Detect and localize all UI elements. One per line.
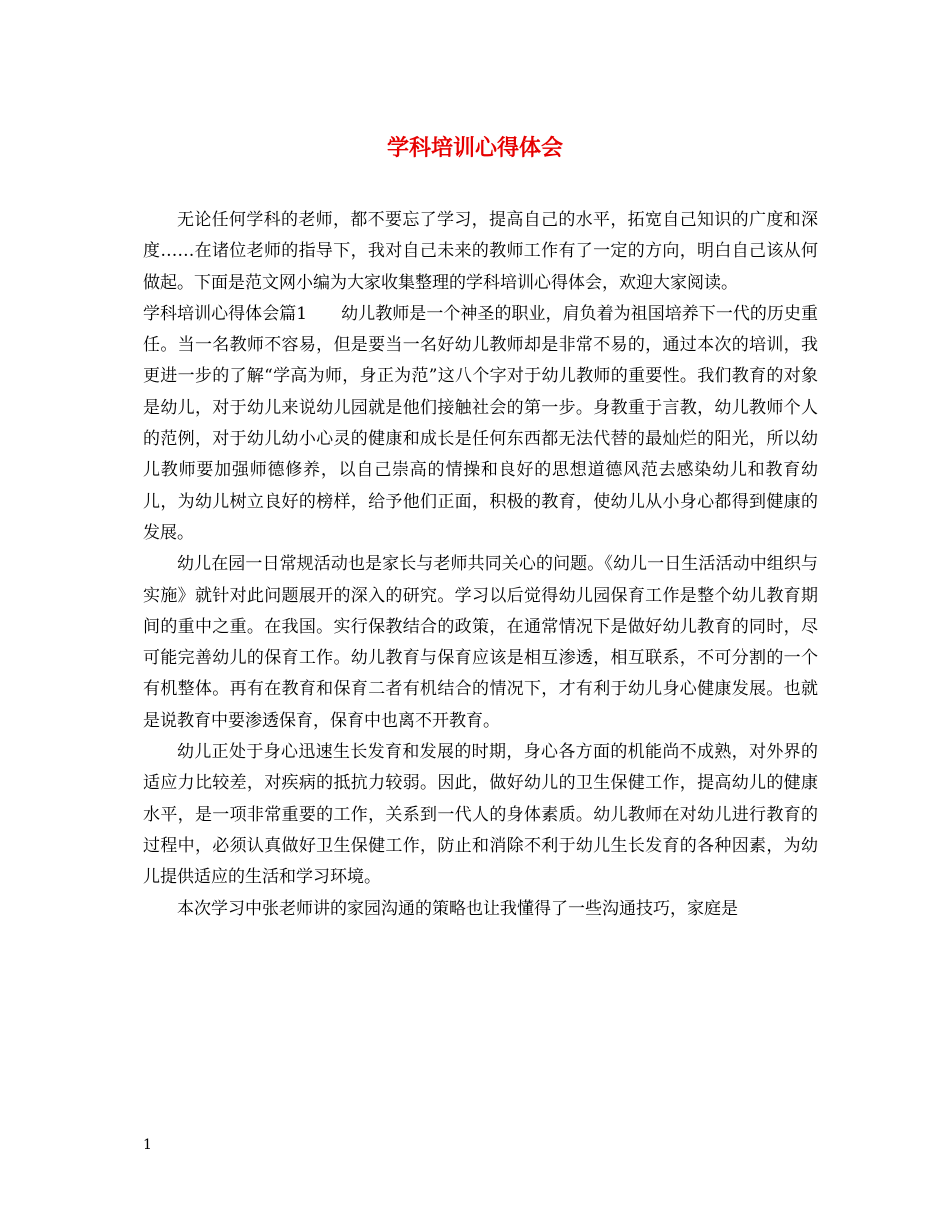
health-care-paragraph: 幼儿正处于身心迅速生长发育和发展的时期，身心各方面的机能尚不成熟，对外界的适应力比较差，对疾病的抵抗力较弱。因此，做好幼儿的卫生保健工作，提高幼儿的健康水平，是一项非常重要的工作，关系到一代人的身体素质。幼儿教师在对幼儿进行教育的过程中，必须认真做好卫生保健工作，防止和消除不利于幼儿生长发育的各种因素，为幼儿提供适应的生活和学习环境。 <box>143 742 818 888</box>
home-communication-paragraph: 本次学习中张老师讲的家园沟通的策略也让我懂得了一些沟通技巧，家庭是 <box>177 898 738 919</box>
section-1-paragraph: 学科培训心得体会篇1 幼儿教师是一个神圣的职业，肩负着为祖国培养下一代的历史重任。当一名教师不容易，但是要当一名好幼儿教师却是非常不易的，通过本次的培训，我更进一步的了解“学高为师，身正为范”这八个字对于幼儿教师的重要性。我们教育的对象是幼儿，对于幼儿来说幼儿园就是他们接触社会的第一步。身教重于言教，幼儿教师个人的范例，对于幼儿幼小心灵的健康和成长是任何东西都无法代替的最灿烂的阳光，所以幼儿教师要加强师德修养，以自己崇高的情操和良好的思想道德风范去感染幼儿和教育幼儿，为幼儿树立良好的榜样，给予他们正面，积极的教育，使幼儿从小身心都得到健康的发展。 <box>143 303 818 543</box>
daily-activities-paragraph: 幼儿在园一日常规活动也是家长与老师共同关心的问题。《幼儿一日生活活动中组织与实施》就针对此问题展开的深入的研究。学习以后觉得幼儿园保育工作是整个幼儿教育期间的重中之重。在我国。实行保教结合的政策，在通常情况下是做好幼儿教育的同时，尽可能完善幼儿的保育工作。幼儿教育与保育应该是相互渗透，相互联系，不可分割的一个有机整体。再有在教育和保育二者有机结合的情况下，才有利于幼儿身心健康发展。也就是说教育中要渗透保育，保育中也离不开教育。 <box>143 554 818 731</box>
intro-paragraph: 无论任何学科的老师，都不要忘了学习，提高自己的水平，拓宽自己知识的广度和深度……在诸位老师的指导下，我对自己未来的教师工作有了一定的方向，明白自己该从何做起。下面是范文网小编为大家收集整理的学科培训心得体会，欢迎大家阅读。 <box>143 210 818 293</box>
document-title: 学科培训心得体会 <box>386 135 563 161</box>
document-body <box>143 205 818 925</box>
page-number: 1 <box>143 1137 152 1153</box>
